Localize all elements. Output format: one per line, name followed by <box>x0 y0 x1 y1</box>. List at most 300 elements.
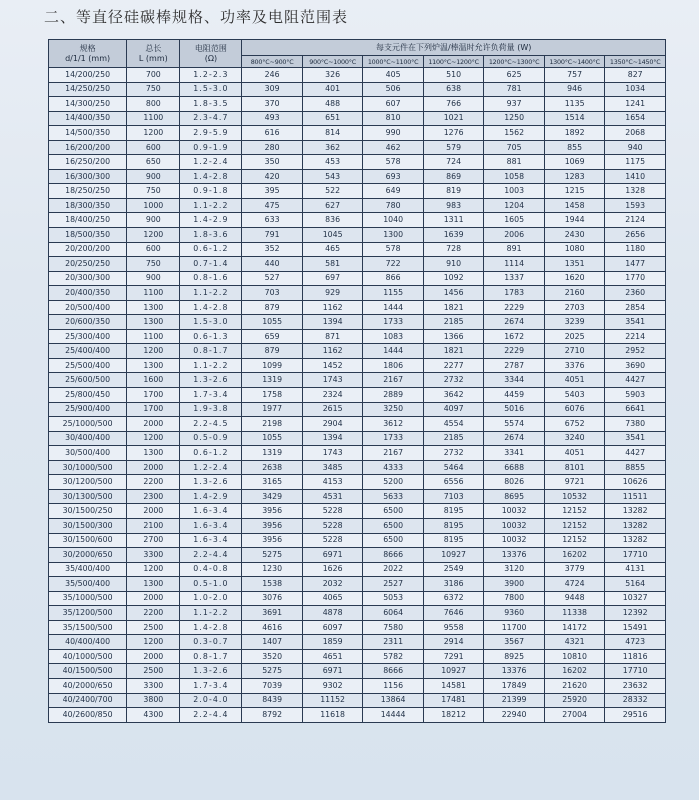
cell-load-1300: 3779 <box>544 562 605 577</box>
cell-load-900: 401 <box>302 82 363 97</box>
cell-load-1100: 1276 <box>423 126 484 141</box>
cell-load-800: 8792 <box>242 708 303 723</box>
cell-load-1350: 15491 <box>605 620 666 635</box>
cell-load-1000: 3612 <box>363 417 424 432</box>
cell-load-1350: 10626 <box>605 475 666 490</box>
cell-load-1000: 1733 <box>363 315 424 330</box>
cell-spec: 20/300/300 <box>49 271 127 286</box>
table-row <box>49 97 666 112</box>
table-row <box>49 591 666 606</box>
cell-load-1350: 1410 <box>605 169 666 184</box>
table-row <box>49 315 666 330</box>
cell-load-800: 280 <box>242 140 303 155</box>
cell-load-1300: 1069 <box>544 155 605 170</box>
cell-load-900: 4065 <box>302 591 363 606</box>
cell-load-1200: 1783 <box>484 286 545 301</box>
cell-load-1000: 5200 <box>363 475 424 490</box>
cell-load-800: 1538 <box>242 577 303 592</box>
cell-load-1000: 506 <box>363 82 424 97</box>
cell-load-800: 1055 <box>242 315 303 330</box>
cell-load-1000: 2527 <box>363 577 424 592</box>
cell-spec: 35/1000/500 <box>49 591 127 606</box>
cell-resistance: 0.8-1.6 <box>180 271 242 286</box>
cell-load-1000: 6064 <box>363 606 424 621</box>
cell-load-1350: 2214 <box>605 329 666 344</box>
cell-spec: 14/200/250 <box>49 68 127 83</box>
cell-load-1200: 1204 <box>484 198 545 213</box>
cell-load-900: 3485 <box>302 460 363 475</box>
cell-load-1000: 866 <box>363 271 424 286</box>
cell-load-900: 5228 <box>302 533 363 548</box>
cell-length: 3300 <box>127 548 180 563</box>
cell-load-1300: 1080 <box>544 242 605 257</box>
cell-load-1350: 4427 <box>605 373 666 388</box>
cell-load-1000: 1733 <box>363 431 424 446</box>
cell-spec: 30/1500/250 <box>49 504 127 519</box>
temp-header: 1350°C~1450°C <box>605 56 666 68</box>
cell-load-800: 527 <box>242 271 303 286</box>
cell-load-1300: 1944 <box>544 213 605 228</box>
cell-load-800: 370 <box>242 97 303 112</box>
cell-load-1000: 1083 <box>363 329 424 344</box>
cell-load-900: 4651 <box>302 649 363 664</box>
cell-load-1000: 7580 <box>363 620 424 635</box>
cell-resistance: 1.2-2.4 <box>180 155 242 170</box>
cell-load-900: 1626 <box>302 562 363 577</box>
cell-load-1000: 2889 <box>363 388 424 403</box>
cell-spec: 30/400/400 <box>49 431 127 446</box>
table-row <box>49 344 666 359</box>
cell-spec: 18/500/350 <box>49 228 127 243</box>
cell-length: 700 <box>127 68 180 83</box>
cell-load-800: 493 <box>242 111 303 126</box>
cell-length: 1100 <box>127 329 180 344</box>
cell-load-1200: 3120 <box>484 562 545 577</box>
cell-spec: 35/1200/500 <box>49 606 127 621</box>
cell-load-1000: 5633 <box>363 489 424 504</box>
cell-spec: 16/250/200 <box>49 155 127 170</box>
table-row <box>49 257 666 272</box>
cell-load-1300: 757 <box>544 68 605 83</box>
cell-spec: 18/300/350 <box>49 198 127 213</box>
cell-spec: 30/1500/600 <box>49 533 127 548</box>
table-row <box>49 402 666 417</box>
cell-spec: 35/1500/500 <box>49 620 127 635</box>
cell-load-1200: 2229 <box>484 344 545 359</box>
cell-load-1100: 6372 <box>423 591 484 606</box>
cell-spec: 25/500/400 <box>49 358 127 373</box>
table-row <box>49 635 666 650</box>
table-row <box>49 184 666 199</box>
cell-load-1200: 2674 <box>484 315 545 330</box>
cell-load-1200: 4459 <box>484 388 545 403</box>
cell-load-1350: 23632 <box>605 678 666 693</box>
cell-load-900: 6971 <box>302 548 363 563</box>
cell-load-900: 1162 <box>302 344 363 359</box>
cell-load-1200: 891 <box>484 242 545 257</box>
cell-load-1350: 940 <box>605 140 666 155</box>
cell-length: 1100 <box>127 286 180 301</box>
cell-spec: 25/800/450 <box>49 388 127 403</box>
cell-load-1100: 869 <box>423 169 484 184</box>
cell-load-1100: 1366 <box>423 329 484 344</box>
cell-load-1100: 2277 <box>423 358 484 373</box>
table-row <box>49 82 666 97</box>
cell-load-1350: 2124 <box>605 213 666 228</box>
cell-load-900: 2904 <box>302 417 363 432</box>
cell-spec: 20/400/350 <box>49 286 127 301</box>
cell-load-800: 659 <box>242 329 303 344</box>
cell-load-1300: 4321 <box>544 635 605 650</box>
cell-load-1300: 1215 <box>544 184 605 199</box>
cell-load-800: 395 <box>242 184 303 199</box>
cell-spec: 30/1000/500 <box>49 460 127 475</box>
cell-load-1300: 12152 <box>544 518 605 533</box>
cell-load-1100: 1311 <box>423 213 484 228</box>
cell-resistance: 2.0-4.0 <box>180 693 242 708</box>
cell-resistance: 0.5-0.9 <box>180 431 242 446</box>
cell-resistance: 1.0-2.0 <box>180 591 242 606</box>
cell-load-1350: 11816 <box>605 649 666 664</box>
cell-load-1350: 1180 <box>605 242 666 257</box>
cell-length: 1000 <box>127 198 180 213</box>
cell-resistance: 1.2-2.3 <box>180 68 242 83</box>
table-row <box>49 417 666 432</box>
cell-load-900: 814 <box>302 126 363 141</box>
cell-load-800: 420 <box>242 169 303 184</box>
cell-load-900: 5228 <box>302 518 363 533</box>
cell-load-1200: 17849 <box>484 678 545 693</box>
cell-load-1200: 1337 <box>484 271 545 286</box>
cell-load-1300: 855 <box>544 140 605 155</box>
cell-load-1300: 27004 <box>544 708 605 723</box>
cell-load-1300: 14172 <box>544 620 605 635</box>
cell-load-1200: 2674 <box>484 431 545 446</box>
cell-load-1300: 2430 <box>544 228 605 243</box>
cell-load-900: 1452 <box>302 358 363 373</box>
cell-length: 750 <box>127 184 180 199</box>
cell-load-900: 4878 <box>302 606 363 621</box>
cell-length: 1200 <box>127 635 180 650</box>
cell-spec: 40/1500/500 <box>49 664 127 679</box>
cell-load-1300: 2703 <box>544 300 605 315</box>
cell-load-900: 627 <box>302 198 363 213</box>
cell-load-1100: 2185 <box>423 431 484 446</box>
cell-load-900: 6097 <box>302 620 363 635</box>
cell-load-900: 581 <box>302 257 363 272</box>
table-row <box>49 475 666 490</box>
cell-load-900: 9302 <box>302 678 363 693</box>
cell-load-800: 879 <box>242 300 303 315</box>
cell-load-900: 1394 <box>302 431 363 446</box>
cell-load-1350: 1477 <box>605 257 666 272</box>
cell-load-1300: 2710 <box>544 344 605 359</box>
table-row <box>49 708 666 723</box>
cell-load-1300: 16202 <box>544 664 605 679</box>
cell-load-1200: 22940 <box>484 708 545 723</box>
cell-resistance: 2.9-5.9 <box>180 126 242 141</box>
cell-load-1350: 2854 <box>605 300 666 315</box>
cell-load-1200: 781 <box>484 82 545 97</box>
cell-load-1000: 1300 <box>363 228 424 243</box>
cell-load-1200: 8695 <box>484 489 545 504</box>
cell-load-800: 475 <box>242 198 303 213</box>
table-row <box>49 388 666 403</box>
cell-resistance: 1.1-2.2 <box>180 286 242 301</box>
cell-load-900: 651 <box>302 111 363 126</box>
cell-load-800: 5275 <box>242 548 303 563</box>
length-header-label: 总长 <box>145 43 162 53</box>
cell-spec: 18/400/250 <box>49 213 127 228</box>
cell-load-1100: 2914 <box>423 635 484 650</box>
cell-load-1100: 3642 <box>423 388 484 403</box>
cell-resistance: 2.2-4.4 <box>180 708 242 723</box>
cell-length: 1700 <box>127 388 180 403</box>
cell-length: 1300 <box>127 358 180 373</box>
cell-load-900: 362 <box>302 140 363 155</box>
cell-load-800: 3076 <box>242 591 303 606</box>
cell-spec: 16/300/300 <box>49 169 127 184</box>
load-group-header: 每支元件在下列炉温/棒温时允许负荷量 (W) <box>242 40 666 56</box>
cell-resistance: 0.6-1.2 <box>180 446 242 461</box>
cell-load-1300: 1620 <box>544 271 605 286</box>
cell-length: 600 <box>127 242 180 257</box>
cell-resistance: 0.4-0.8 <box>180 562 242 577</box>
cell-resistance: 1.5-3.0 <box>180 82 242 97</box>
cell-spec: 18/250/250 <box>49 184 127 199</box>
cell-load-900: 11152 <box>302 693 363 708</box>
cell-load-1100: 7646 <box>423 606 484 621</box>
cell-length: 2500 <box>127 664 180 679</box>
cell-load-1200: 8026 <box>484 475 545 490</box>
cell-spec: 30/2000/650 <box>49 548 127 563</box>
cell-load-1100: 1821 <box>423 344 484 359</box>
cell-load-1100: 9558 <box>423 620 484 635</box>
cell-load-1000: 1806 <box>363 358 424 373</box>
cell-load-800: 1319 <box>242 373 303 388</box>
cell-resistance: 0.7-1.4 <box>180 257 242 272</box>
cell-load-1200: 13376 <box>484 664 545 679</box>
cell-length: 2000 <box>127 504 180 519</box>
cell-resistance: 0.9-1.8 <box>180 184 242 199</box>
cell-load-1200: 1058 <box>484 169 545 184</box>
cell-length: 1700 <box>127 402 180 417</box>
cell-load-1350: 11511 <box>605 489 666 504</box>
cell-load-800: 1230 <box>242 562 303 577</box>
cell-load-800: 3429 <box>242 489 303 504</box>
cell-load-800: 3165 <box>242 475 303 490</box>
cell-resistance: 1.4-2.9 <box>180 489 242 504</box>
cell-length: 1300 <box>127 446 180 461</box>
cell-resistance: 2.3-4.7 <box>180 111 242 126</box>
cell-load-900: 697 <box>302 271 363 286</box>
cell-load-900: 4153 <box>302 475 363 490</box>
cell-resistance: 2.2-4.4 <box>180 548 242 563</box>
spec-table-container <box>48 39 666 723</box>
cell-resistance: 1.4-2.8 <box>180 620 242 635</box>
cell-load-1000: 693 <box>363 169 424 184</box>
cell-load-1200: 937 <box>484 97 545 112</box>
table-row <box>49 286 666 301</box>
cell-load-900: 1743 <box>302 373 363 388</box>
cell-load-1300: 1892 <box>544 126 605 141</box>
cell-spec: 20/250/250 <box>49 257 127 272</box>
cell-load-1200: 2787 <box>484 358 545 373</box>
cell-load-1000: 8666 <box>363 664 424 679</box>
temp-header: 800°C~900°C <box>242 56 303 68</box>
cell-load-1300: 1458 <box>544 198 605 213</box>
cell-length: 2300 <box>127 489 180 504</box>
temp-header: 1300°C~1400°C <box>544 56 605 68</box>
cell-load-1350: 4723 <box>605 635 666 650</box>
cell-load-900: 1045 <box>302 228 363 243</box>
table-row <box>49 620 666 635</box>
cell-load-1350: 13282 <box>605 504 666 519</box>
cell-load-900: 1394 <box>302 315 363 330</box>
cell-load-800: 1758 <box>242 388 303 403</box>
cell-load-1200: 3344 <box>484 373 545 388</box>
cell-load-1350: 13282 <box>605 533 666 548</box>
cell-load-900: 1859 <box>302 635 363 650</box>
table-row <box>49 213 666 228</box>
cell-length: 750 <box>127 82 180 97</box>
cell-load-1300: 1514 <box>544 111 605 126</box>
cell-spec: 14/250/250 <box>49 82 127 97</box>
table-row <box>49 678 666 693</box>
cell-resistance: 1.3-2.6 <box>180 373 242 388</box>
cell-load-900: 4531 <box>302 489 363 504</box>
cell-load-900: 5228 <box>302 504 363 519</box>
cell-load-1000: 6500 <box>363 533 424 548</box>
cell-load-1000: 5782 <box>363 649 424 664</box>
cell-load-1100: 983 <box>423 198 484 213</box>
cell-load-800: 4616 <box>242 620 303 635</box>
cell-load-1300: 12152 <box>544 533 605 548</box>
spec-header <box>49 40 127 68</box>
cell-load-1350: 2360 <box>605 286 666 301</box>
cell-resistance: 1.8-3.5 <box>180 97 242 112</box>
cell-load-1300: 12152 <box>544 504 605 519</box>
cell-load-1000: 990 <box>363 126 424 141</box>
cell-load-1100: 1092 <box>423 271 484 286</box>
cell-load-1200: 10032 <box>484 533 545 548</box>
cell-load-900: 836 <box>302 213 363 228</box>
cell-spec: 30/500/400 <box>49 446 127 461</box>
cell-load-1000: 578 <box>363 155 424 170</box>
cell-length: 750 <box>127 257 180 272</box>
table-row <box>49 504 666 519</box>
cell-load-1000: 649 <box>363 184 424 199</box>
cell-load-1300: 10532 <box>544 489 605 504</box>
cell-load-1350: 1328 <box>605 184 666 199</box>
cell-load-1000: 405 <box>363 68 424 83</box>
cell-load-1200: 10032 <box>484 504 545 519</box>
cell-load-900: 543 <box>302 169 363 184</box>
table-row <box>49 373 666 388</box>
cell-spec: 16/200/200 <box>49 140 127 155</box>
cell-load-1350: 1175 <box>605 155 666 170</box>
spec-table <box>48 39 666 723</box>
cell-load-1300: 8101 <box>544 460 605 475</box>
cell-length: 2200 <box>127 475 180 490</box>
cell-load-1100: 5464 <box>423 460 484 475</box>
cell-load-900: 2615 <box>302 402 363 417</box>
cell-length: 1600 <box>127 373 180 388</box>
cell-load-1100: 8195 <box>423 518 484 533</box>
cell-load-1200: 3567 <box>484 635 545 650</box>
cell-load-1000: 6500 <box>363 518 424 533</box>
cell-load-1350: 29516 <box>605 708 666 723</box>
cell-spec: 14/500/350 <box>49 126 127 141</box>
cell-load-1100: 8195 <box>423 533 484 548</box>
cell-load-1350: 13282 <box>605 518 666 533</box>
cell-load-1000: 14444 <box>363 708 424 723</box>
cell-load-1000: 1444 <box>363 344 424 359</box>
cell-spec: 40/1000/500 <box>49 649 127 664</box>
cell-load-800: 7039 <box>242 678 303 693</box>
cell-load-1000: 2311 <box>363 635 424 650</box>
cell-length: 1200 <box>127 431 180 446</box>
cell-spec: 40/400/400 <box>49 635 127 650</box>
cell-load-800: 1977 <box>242 402 303 417</box>
cell-spec: 35/500/400 <box>49 577 127 592</box>
cell-load-1100: 2185 <box>423 315 484 330</box>
cell-load-900: 326 <box>302 68 363 83</box>
cell-load-1200: 3900 <box>484 577 545 592</box>
cell-load-800: 633 <box>242 213 303 228</box>
cell-load-1200: 2229 <box>484 300 545 315</box>
cell-load-1000: 462 <box>363 140 424 155</box>
cell-load-1200: 705 <box>484 140 545 155</box>
length-header <box>127 40 180 68</box>
cell-resistance: 0.3-0.7 <box>180 635 242 650</box>
cell-load-800: 1099 <box>242 358 303 373</box>
cell-length: 900 <box>127 169 180 184</box>
cell-load-1300: 21620 <box>544 678 605 693</box>
cell-length: 2000 <box>127 460 180 475</box>
cell-load-1100: 14581 <box>423 678 484 693</box>
cell-load-1100: 7103 <box>423 489 484 504</box>
cell-resistance: 1.4-2.8 <box>180 169 242 184</box>
temp-header: 1100°C~1200°C <box>423 56 484 68</box>
cell-load-1100: 18212 <box>423 708 484 723</box>
cell-spec: 30/1300/500 <box>49 489 127 504</box>
table-row <box>49 329 666 344</box>
cell-load-1200: 625 <box>484 68 545 83</box>
cell-resistance: 0.8-1.7 <box>180 649 242 664</box>
cell-spec: 30/1500/300 <box>49 518 127 533</box>
cell-load-1350: 3541 <box>605 315 666 330</box>
cell-load-1350: 2952 <box>605 344 666 359</box>
cell-load-1100: 766 <box>423 97 484 112</box>
cell-load-900: 522 <box>302 184 363 199</box>
cell-load-1200: 2006 <box>484 228 545 243</box>
cell-load-1200: 3341 <box>484 446 545 461</box>
table-row <box>49 431 666 446</box>
cell-spec: 25/900/400 <box>49 402 127 417</box>
cell-load-800: 3691 <box>242 606 303 621</box>
cell-load-1300: 1283 <box>544 169 605 184</box>
cell-spec: 40/2000/650 <box>49 678 127 693</box>
cell-load-1000: 780 <box>363 198 424 213</box>
cell-length: 1300 <box>127 577 180 592</box>
resistance-header-unit: (Ω) <box>204 53 218 63</box>
cell-length: 1100 <box>127 111 180 126</box>
table-row <box>49 111 666 126</box>
table-row <box>49 460 666 475</box>
cell-spec: 25/300/400 <box>49 329 127 344</box>
cell-load-1100: 1021 <box>423 111 484 126</box>
